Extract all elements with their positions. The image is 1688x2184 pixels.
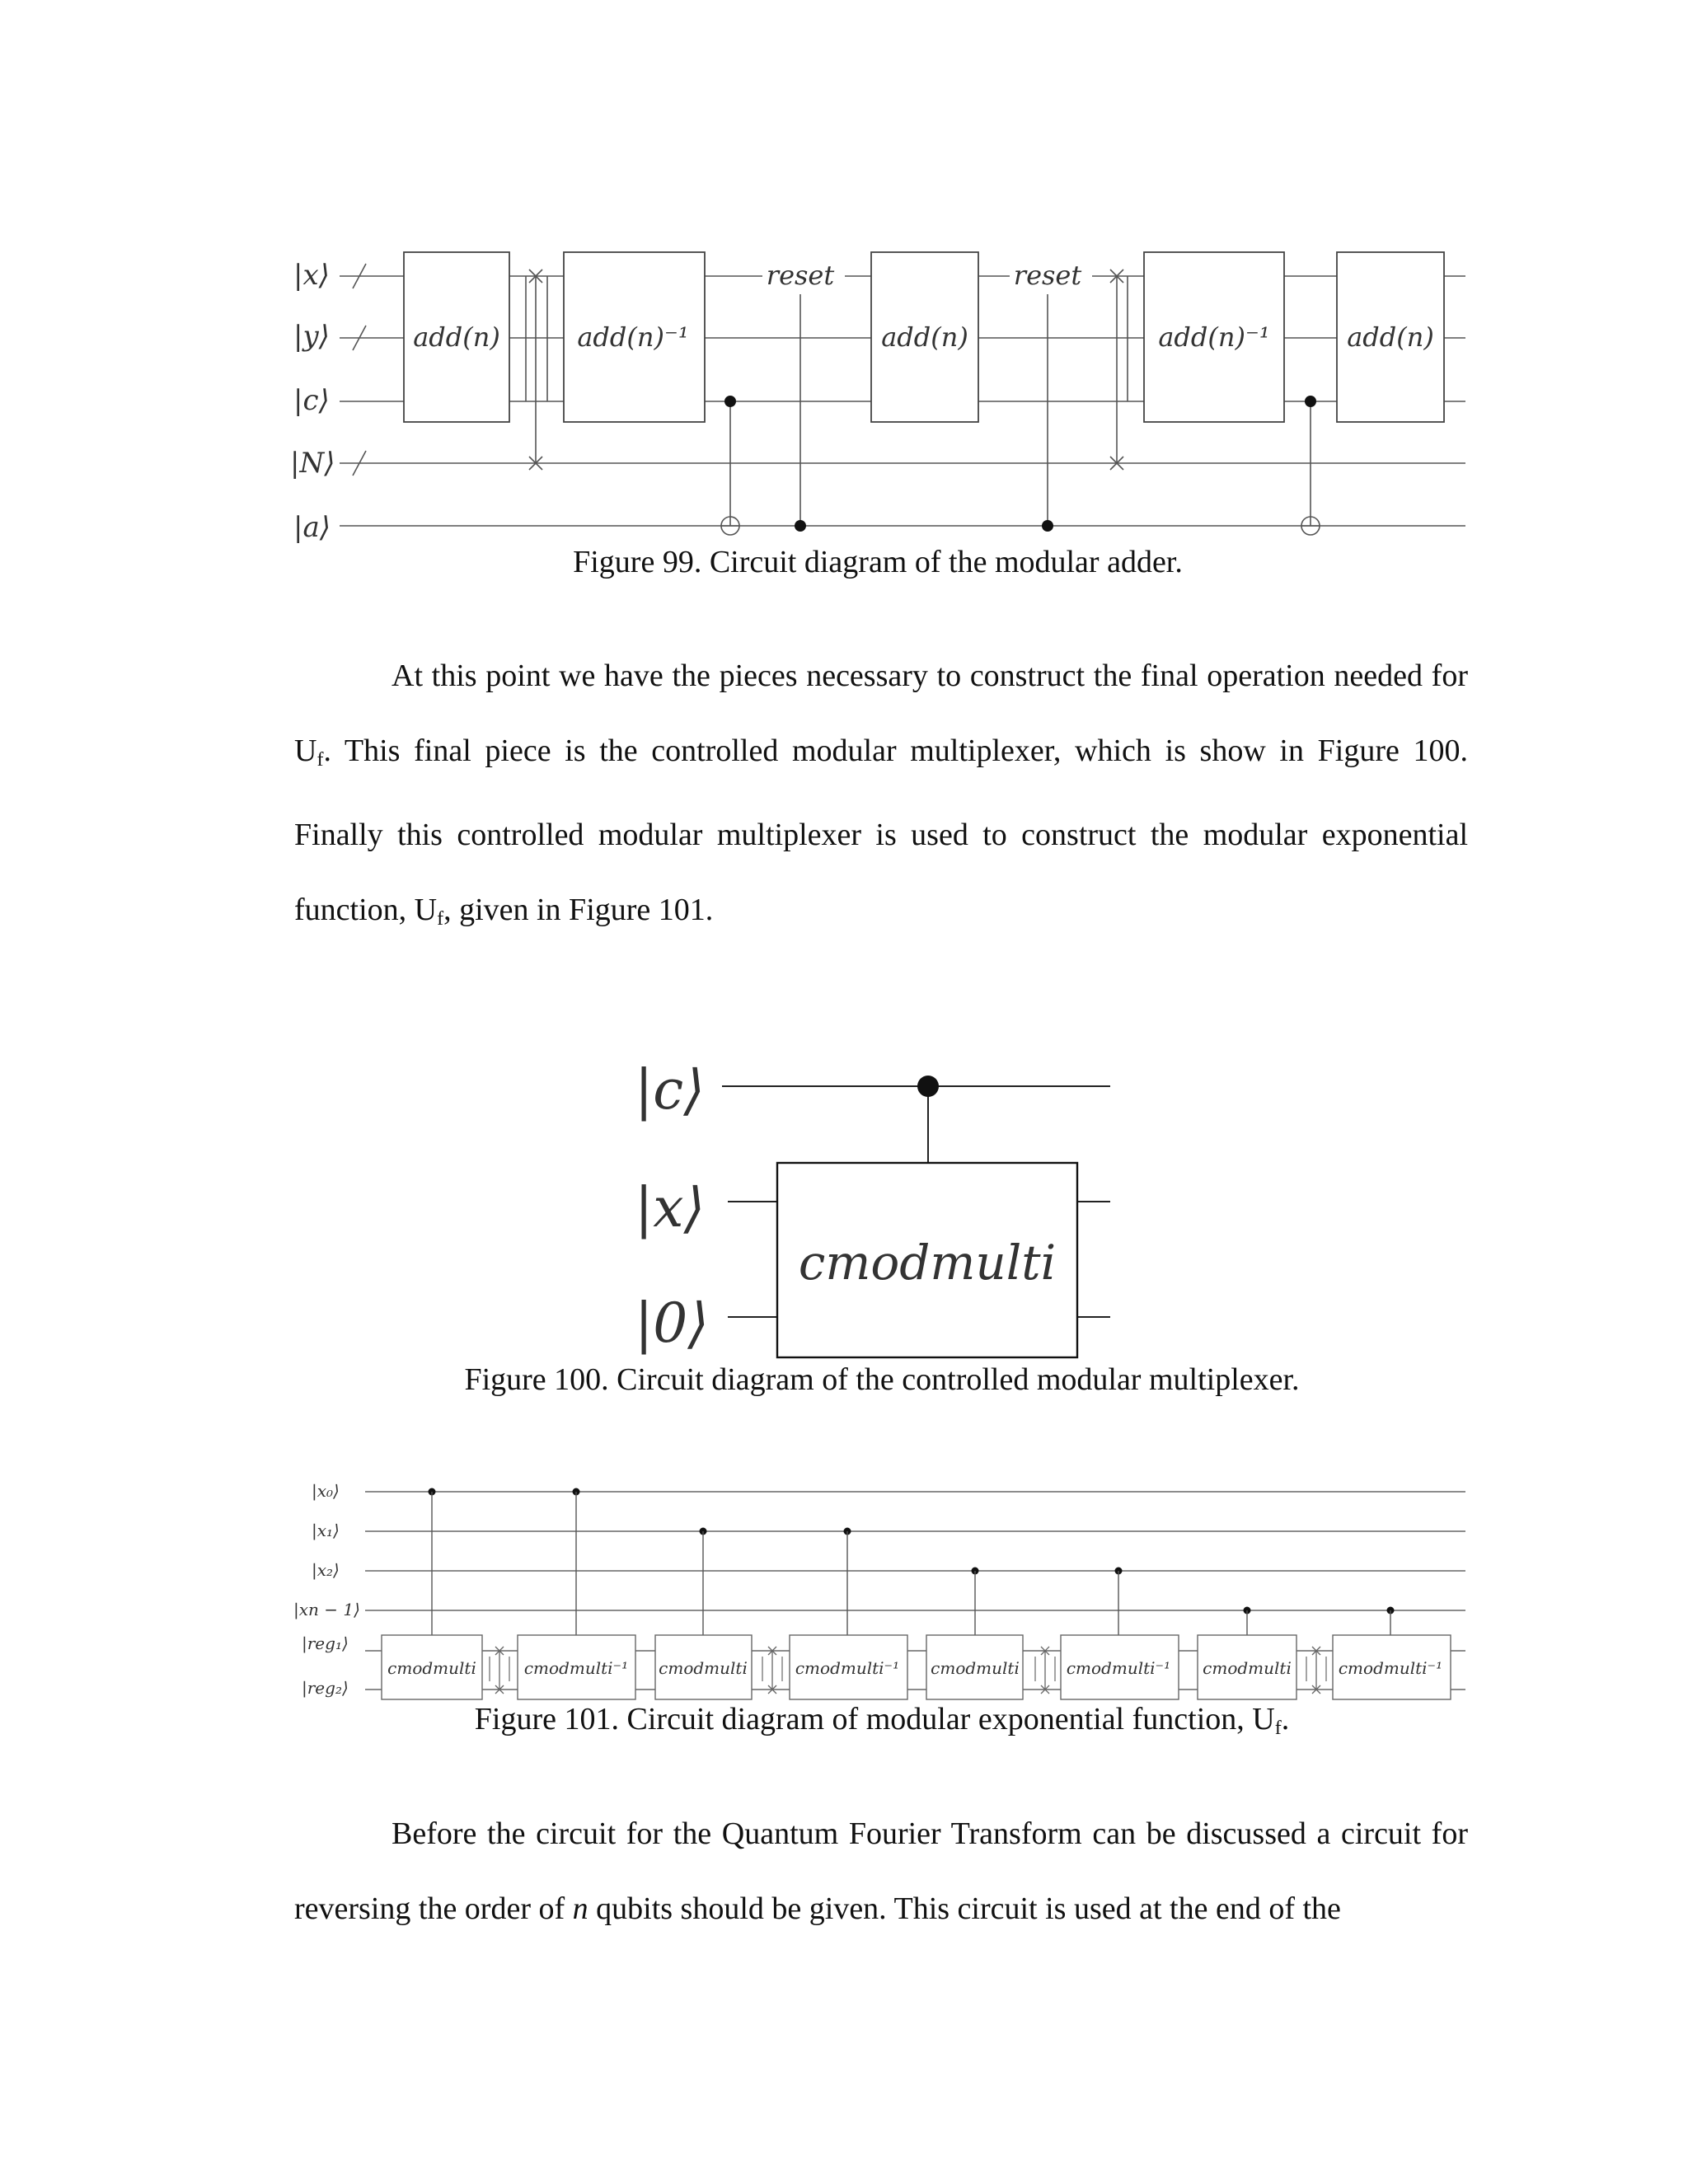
fig99-gate-add-2-label: add(n) — [881, 321, 968, 353]
fig101-wire-label-xn-1: |xn − 1⟩ — [293, 1600, 360, 1619]
fig99-reset-2-label: reset — [1013, 260, 1082, 291]
fig99-gate-add-inverse-1-label: add(n)⁻¹ — [577, 321, 689, 353]
fig99-wire-label-x: |x⟩ — [293, 259, 330, 292]
fig100-gate-label: cmodmulti — [798, 1235, 1057, 1291]
fig100-wire-label-x: |x⟩ — [635, 1176, 706, 1240]
fig101-gate-4-label: cmodmulti⁻¹ — [795, 1658, 900, 1678]
fig101-wire-label-x2: |x₂⟩ — [312, 1560, 340, 1580]
fig99-gate-add-inverse-2-label: add(n)⁻¹ — [1158, 321, 1270, 353]
fig101-wire-label-reg2: |reg₂⟩ — [302, 1678, 349, 1698]
fig101-gate-2-label: cmodmulti⁻¹ — [523, 1658, 629, 1678]
fig100-wire-label-c: |c⟩ — [635, 1058, 705, 1122]
fig101-gate-8-label: cmodmulti⁻¹ — [1338, 1658, 1443, 1678]
fig101-gate-3-label: cmodmulti — [659, 1658, 748, 1678]
paragraph-2-text-b: qubits should be given. This circuit is used at the end of the — [588, 1891, 1341, 1926]
figure-99-caption: Figure 99. Circuit diagram of the modular adder. — [573, 545, 1183, 579]
fig101-wire-label-x1: |x₁⟩ — [312, 1521, 340, 1540]
paragraph-2 — [294, 1797, 1468, 1947]
fig99-wire-label-c: |c⟩ — [293, 384, 330, 417]
paragraph-2-text-a: Before the circuit for the Quantum Fourier Transform can be discussed a circuit for reversing the order of — [294, 1816, 1468, 1926]
fig99-wire-label-y: |y⟩ — [293, 320, 330, 353]
fig99-wire-label-N: |N⟩ — [290, 447, 335, 480]
fig100-wire-label-0: |0⟩ — [635, 1291, 709, 1355]
fig101-gates — [382, 1488, 1451, 1700]
fig101-wire-label-x0: |x₀⟩ — [312, 1481, 340, 1501]
paragraph-1-subscript-a: f — [316, 749, 324, 771]
fig99-gate-add-1-label: add(n) — [413, 321, 500, 353]
figure-101-caption-end: . — [1281, 1702, 1290, 1736]
figure-101-caption-subscript: f — [1274, 1718, 1282, 1739]
fig101-gate-7-label: cmodmulti — [1203, 1658, 1292, 1678]
fig99-wire-label-a: |a⟩ — [293, 511, 331, 544]
paragraph-1-subscript-b: f — [437, 908, 444, 930]
fig101-gate-5-label: cmodmulti — [931, 1658, 1020, 1678]
paragraph-2-italic-n: n — [572, 1891, 588, 1926]
fig99-reset-1-label: reset — [766, 260, 835, 291]
figure-101-caption-text: Figure 101. Circuit diagram of modular exponential function, U — [474, 1702, 1275, 1736]
figure-100-caption: Figure 100. Circuit diagram of the controlled modular multiplexer. — [464, 1362, 1300, 1397]
fig101-wire-label-reg1: |reg₁⟩ — [302, 1633, 349, 1653]
fig101-gate-1-label: cmodmulti — [387, 1658, 476, 1678]
figure-101-caption — [354, 1701, 1409, 1740]
paragraph-1-text-b: . This final piece is the controlled modular multiplexer, which is show in Figure 100. Finally this controlled modular multiplexer is used to construct the modular exponential function, U — [294, 733, 1468, 927]
paragraph-1-text-c: , given in Figure 101. — [443, 893, 714, 927]
paragraph-1-text-a: At this point we have the pieces necessary to construct the final operation needed for U — [294, 658, 1468, 768]
fig101-gate-6-label: cmodmulti⁻¹ — [1066, 1658, 1171, 1678]
fig99-gate-add-3-label: add(n) — [1347, 321, 1434, 353]
